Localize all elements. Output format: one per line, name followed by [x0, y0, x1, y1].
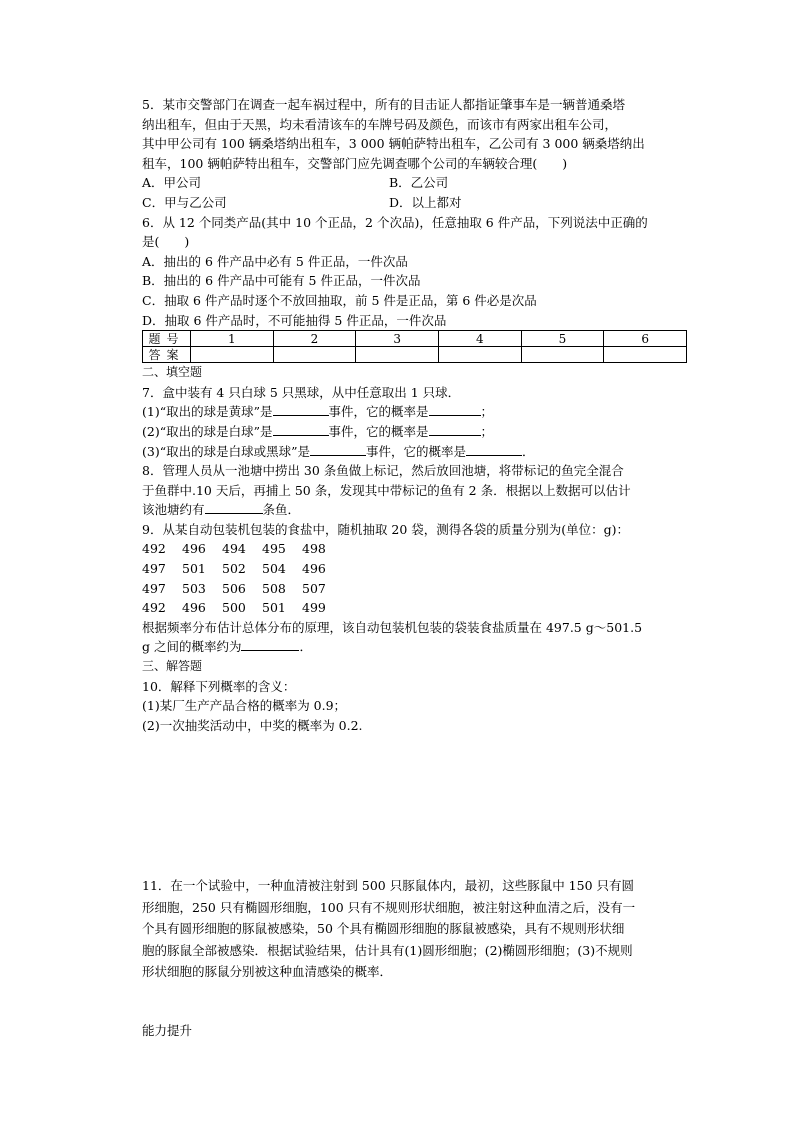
answer-space[interactable] — [142, 983, 687, 1021]
question-7 — [142, 383, 687, 461]
answer-cell[interactable] — [273, 347, 356, 363]
q9-text: g 之间的概率约为 — [142, 639, 242, 655]
data-value: 497 — [142, 561, 166, 577]
q5-line: 租车，100 辆帕萨特出租车，交警部门应先调查哪个公司的车辆较合理( ) — [142, 155, 568, 171]
q7-item-text: ； — [480, 423, 494, 439]
question-8 — [142, 461, 687, 520]
q7-item-text: 事件，它的概率是 — [328, 404, 429, 420]
section-solve-heading: 三、解答题 — [142, 659, 203, 674]
q9-text: ． — [299, 639, 312, 655]
q10-item: (2)一次抽奖活动中，中奖的概率为 0.2. — [142, 717, 363, 733]
section-ability-heading: 能力提升 — [142, 1022, 193, 1038]
answer-blank[interactable] — [205, 501, 263, 514]
data-value: 492 — [142, 600, 166, 616]
q5-option-a: A．甲公司 — [142, 175, 202, 191]
question-number-header: 题号 — [143, 331, 191, 347]
question-number-cell: 4 — [438, 331, 521, 347]
q6-option-a: A．抽出的 6 件产品中必有 5 件正品，一件次品 — [142, 253, 408, 269]
q6-option-d: D．抽取 6 件产品时，不可能抽得 5 件正品，一件次品 — [142, 312, 447, 328]
q10-stem: 10．解释下列概率的含义： — [142, 678, 296, 694]
question-10 — [142, 677, 687, 736]
q11-line: 形状细胞的豚鼠分别被这种血清感染的概率． — [142, 964, 393, 980]
q8-line — [142, 500, 687, 520]
section-fill-in-heading: 二、填空题 — [142, 365, 203, 380]
data-value: 502 — [222, 561, 246, 577]
answer-table — [142, 330, 687, 363]
q7-item-2 — [142, 422, 687, 442]
q7-item-text: ； — [480, 404, 494, 420]
q11-line: 11．在一个试验中，一种血清被注射到 500 只豚鼠体内，最初，这些豚鼠中 150 只有圆 — [142, 878, 635, 894]
q5-options-row — [142, 193, 687, 213]
answer-space[interactable] — [142, 735, 687, 875]
data-value: 496 — [182, 600, 206, 616]
q9-tail — [142, 637, 687, 657]
q6-option-c: C．抽取 6 件产品时逐个不放回抽取，前 5 件是正品，第 6 件必是次品 — [142, 292, 537, 308]
answer-cell[interactable] — [604, 347, 687, 363]
q7-item-1 — [142, 402, 687, 422]
q5-option-b: B．乙公司 — [389, 175, 449, 191]
q7-item-text: 事件，它的概率是 — [366, 443, 467, 459]
q5-line: 纳出租车，但由于天黑，均未看清该车的车牌号码及颜色，而该市有两家出租车公司， — [142, 116, 618, 132]
answer-blank[interactable] — [273, 403, 329, 416]
answer-blank[interactable] — [466, 443, 522, 456]
answer-header: 答案 — [143, 347, 191, 363]
q8-text: 该池塘约有 — [142, 502, 205, 518]
data-value: 496 — [182, 541, 206, 557]
q8-text: 条鱼． — [262, 502, 301, 518]
q9-data-row — [142, 539, 687, 559]
question-11 — [142, 875, 687, 983]
answer-table-header-row — [143, 331, 687, 347]
q5-options-row — [142, 173, 687, 193]
answer-table-answer-row — [143, 347, 687, 363]
data-value: 500 — [222, 600, 246, 616]
q7-item-text: 事件，它的概率是 — [328, 423, 429, 439]
data-value: 501 — [262, 600, 286, 616]
answer-blank[interactable] — [429, 403, 481, 416]
answer-blank[interactable] — [241, 638, 299, 651]
question-number-cell: 6 — [604, 331, 687, 347]
q5-option-d: D．以上都对 — [389, 194, 462, 210]
data-value: 506 — [222, 580, 246, 596]
q7-item-text: ． — [522, 443, 535, 459]
answer-cell[interactable] — [438, 347, 521, 363]
q5-line: 5．某市交警部门在调查一起车祸过程中，所有的目击证人都指证肇事车是一辆普通桑塔 — [142, 97, 625, 112]
question-number-cell: 1 — [191, 331, 274, 347]
data-value: 496 — [302, 561, 326, 577]
data-value: 497 — [142, 580, 166, 596]
q8-line: 于鱼群中.10 天后，再捕上 50 条，发现其中带标记的鱼有 2 条．根据以上数据可以估计 — [142, 482, 631, 498]
data-value: 494 — [222, 541, 246, 557]
q6-option-b: B．抽出的 6 件产品中可能有 5 件正品，一件次品 — [142, 273, 421, 289]
question-number-cell: 2 — [273, 331, 356, 347]
data-value: 495 — [262, 541, 286, 557]
q9-data-row — [142, 559, 687, 579]
q6-line: 6．从 12 个同类产品(其中 10 个正品，2 个次品)，任意抽取 6 件产品，下列说法中正确的 — [142, 214, 648, 230]
q9-tail: 根据频率分布估计总体分布的原理，该自动包装机包装的袋装食盐质量在 497.5 g～501.5 — [142, 619, 643, 635]
q7-item-text: (3)“取出的球是白球或黑球”是 — [142, 443, 310, 459]
data-value: 503 — [182, 580, 206, 596]
answer-cell[interactable] — [191, 347, 274, 363]
q9-data-row — [142, 579, 687, 599]
data-value: 492 — [142, 541, 166, 557]
question-5 — [142, 95, 687, 213]
q9-stem: 9．从某自动包装机包装的食盐中，随机抽取 20 袋，测得各袋的质量分别为(单位：g)： — [142, 521, 630, 537]
data-value: 507 — [302, 580, 326, 596]
q7-stem: 7．盒中装有 4 只白球 5 只黑球，从中任意取出 1 只球． — [142, 384, 461, 400]
question-number-cell: 5 — [521, 331, 604, 347]
answer-cell[interactable] — [356, 347, 439, 363]
question-6 — [142, 213, 687, 331]
data-value: 498 — [302, 541, 326, 557]
q5-option-c: C．甲与乙公司 — [142, 194, 227, 210]
q8-line: 8．管理人员从一池塘中捞出 30 条鱼做上标记，然后放回池塘，将带标记的鱼完全混合 — [142, 463, 624, 479]
answer-blank[interactable] — [429, 423, 481, 436]
q5-line: 其中甲公司有 100 辆桑塔纳出租车，3 000 辆帕萨特出租车，乙公司有 3 000 辆桑塔纳出 — [142, 136, 645, 152]
q11-line: 个具有圆形细胞的豚鼠被感染，50 个具有椭圆形细胞的豚鼠被感染，具有不规则形状细 — [142, 921, 625, 937]
question-9 — [142, 520, 687, 657]
q7-item-text: (1)“取出的球是黄球”是 — [142, 404, 273, 420]
data-value: 508 — [262, 580, 286, 596]
data-value: 499 — [302, 600, 326, 616]
q7-item-text: (2)“取出的球是白球”是 — [142, 423, 273, 439]
data-value: 501 — [182, 561, 206, 577]
q10-item: (1)某厂生产产品合格的概率为 0.9； — [142, 698, 347, 714]
answer-blank[interactable] — [310, 443, 366, 456]
answer-cell[interactable] — [521, 347, 604, 363]
worksheet-page — [142, 95, 687, 1041]
q11-line: 形细胞，250 只有椭圆形细胞，100 只有不规则形状细胞，被注射这种血清之后，没有一 — [142, 899, 636, 915]
q6-line: 是( ) — [142, 234, 190, 250]
data-value: 504 — [262, 561, 286, 577]
q7-item-3 — [142, 442, 687, 462]
question-number-cell: 3 — [356, 331, 439, 347]
q11-line: 胞的豚鼠全部被感染．根据试验结果，估计具有(1)圆形细胞；(2)椭圆形细胞；(3)不规则 — [142, 942, 633, 958]
answer-blank[interactable] — [273, 423, 329, 436]
q9-data-row — [142, 598, 687, 618]
